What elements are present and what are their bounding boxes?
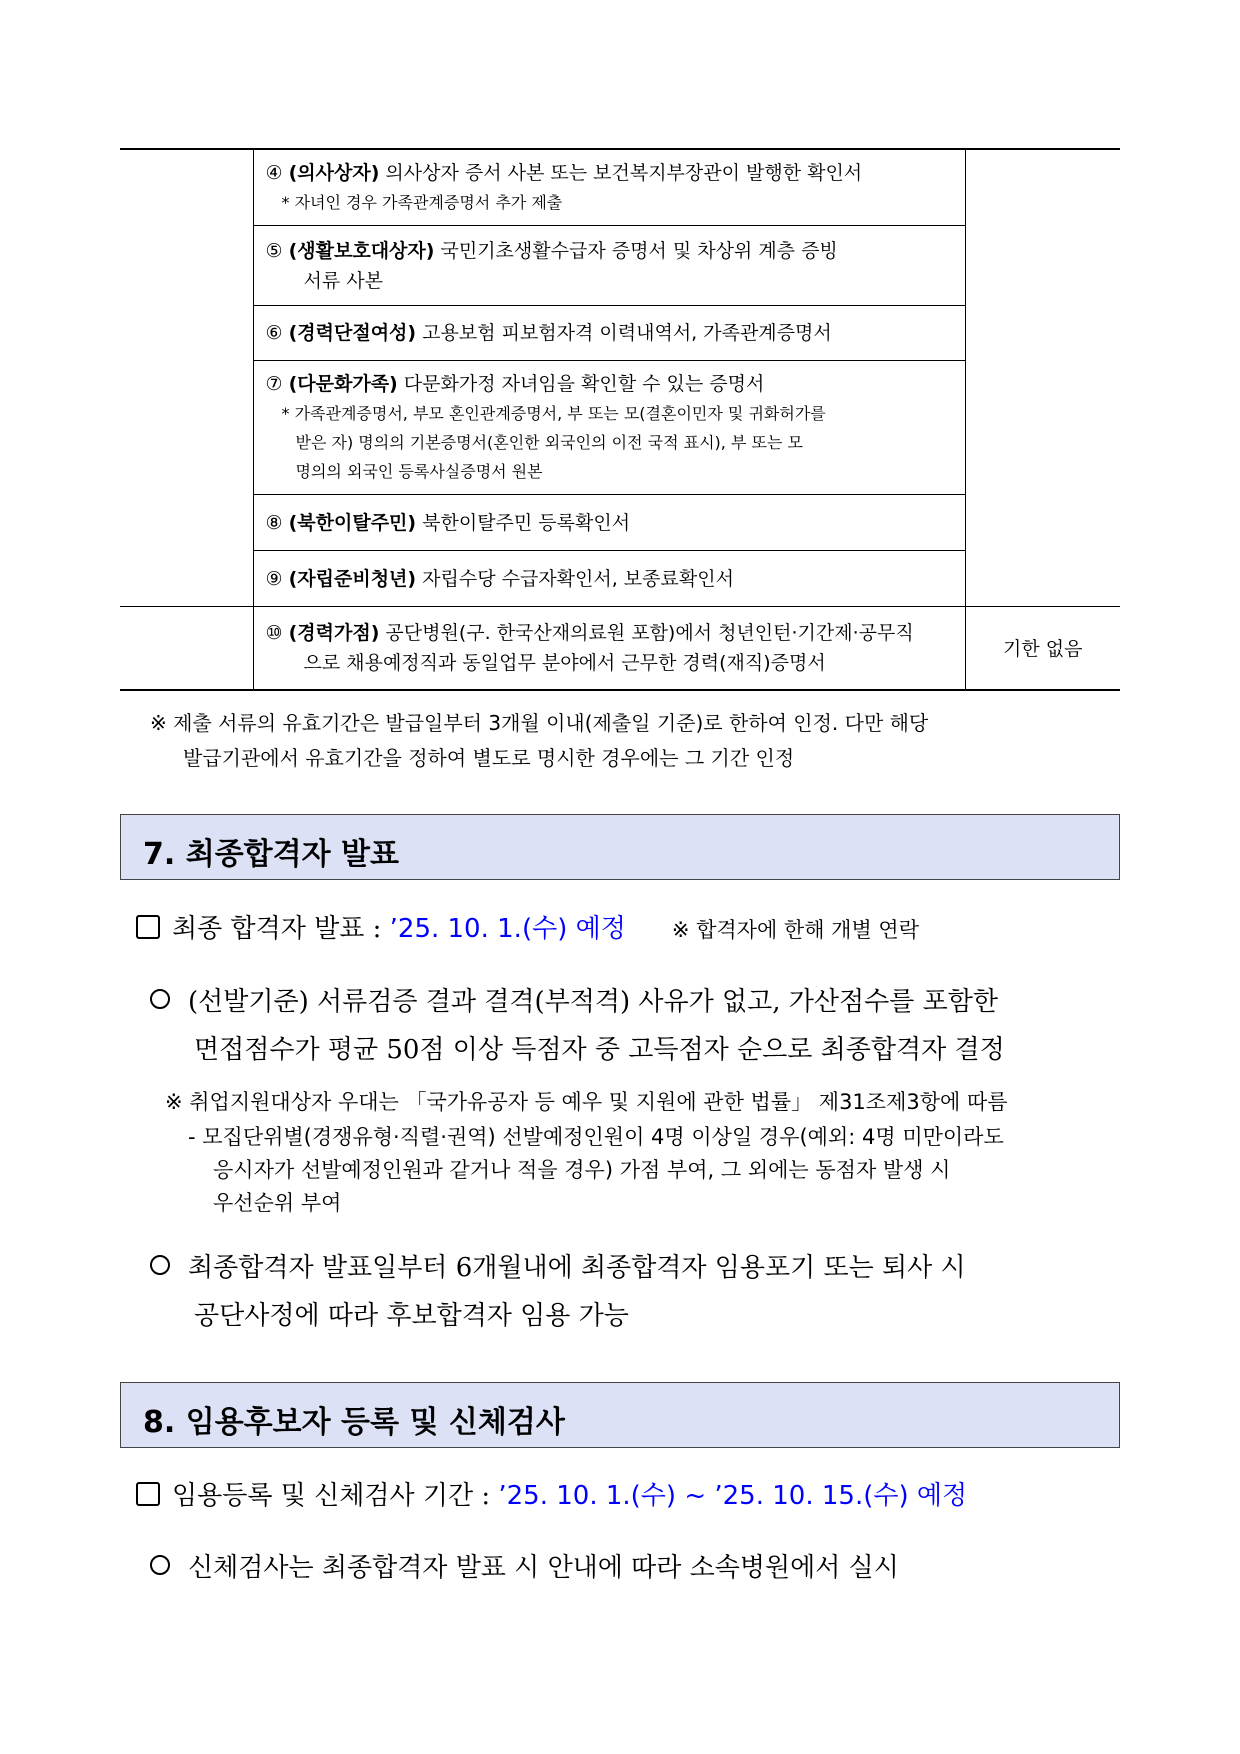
- square-bullet-icon: [136, 1482, 160, 1506]
- medical-exam: 신체검사는 최종합격자 발표 시 안내에 따라 소속병원에서 실시: [150, 1544, 1125, 1592]
- document-requirements-table: [120, 148, 1120, 691]
- preference-note: ※ 취업지원대상자 우대는 「국가유공자 등 예우 및 지원에 관한 법률」 제31조제3항에 따름: [165, 1090, 1008, 1114]
- category-cell: [120, 149, 253, 607]
- section-7-header: 7. 최종합격자 발표: [120, 814, 1120, 880]
- section-8-header: 8. 임용후보자 등록 및 신체검사: [120, 1382, 1120, 1448]
- deadline-cell: [965, 149, 1120, 607]
- table-row: ⑨ (자립준비청년) 자립수당 수급자확인서, 보종료확인서: [253, 551, 965, 607]
- table-row: ⑦ (다문화가족) 다문화가정 자녀임을 확인할 수 있는 증명서 * 가족관계증명서, 부모 혼인관계증명서, 부 또는 모(결혼이민자 및 귀화허가를 받은 자) 명의의 기본증명서(혼인한 외국인의 이전 국적 표시), 부 또는 모 명의의 외국인 등록사실증명서 원본: [253, 361, 965, 495]
- table-row: ⑧ (북한이탈주민) 북한이탈주민 등록확인서: [253, 495, 965, 551]
- circle-bullet-icon: [150, 1255, 170, 1275]
- table-row: ⑩ (경력가점) 공단병원(구. 한국산재의료원 포함)에서 청년인턴·기간제·공무직 으로 채용예정직과 동일업무 분야에서 근무한 경력(재직)증명서: [253, 607, 965, 690]
- category-cell: [120, 607, 253, 690]
- table-row: ④ (의사상자) 의사상자 증서 사본 또는 보건복지부장관이 발행한 확인서 * 자녀인 경우 가족관계증명서 추가 제출: [253, 149, 965, 226]
- preference-detail: - 모집단위별(경쟁유형·직렬·권역) 선발예정인원이 4명 이상일 경우(예외: 4명 미만이라도 응시자가 선발예정인원과 같거나 적을 경우) 가점 부여, 그 외에는 동점자 발생 시 우선순위 부여: [188, 1125, 1004, 1215]
- deadline-value: 기한 없음: [965, 607, 1120, 690]
- registration-period: 임용등록 및 신체검사 기간 : ’25. 10. 1.(수) ~ ’25. 10. 15.(수) 예정: [136, 1476, 967, 1516]
- validity-note: ※ 제출 서류의 유효기간은 발급일부터 3개월 이내(제출일 기준)로 한하여 인정. 다만 해당 발급기관에서 유효기간을 정하여 별도로 명시한 경우에는 그 기간 인정: [150, 711, 929, 770]
- table-row: ⑥ (경력단절여성) 고용보험 피보험자격 이력내역서, 가족관계증명서: [253, 306, 965, 361]
- backup-candidates: 최종합격자 발표일부터 6개월내에 최종합격자 임용포기 또는 퇴사 시 공단사정에 따라 후보합격자 임용 가능: [150, 1244, 1125, 1340]
- circle-bullet-icon: [150, 989, 170, 1009]
- announce-line: 최종 합격자 발표 : ’25. 10. 1.(수) 예정 ※ 합격자에 한해 개별 연락: [136, 909, 919, 950]
- square-bullet-icon: [136, 915, 160, 939]
- selection-criteria: (선발기준) 서류검증 결과 결격(부적격) 사유가 없고, 가산점수를 포함한 면접점수가 평균 50점 이상 득점자 중 고득점자 순으로 최종합격자 결정: [150, 978, 1125, 1074]
- table-row: ⑤ (생활보호대상자) 국민기초생활수급자 증명서 및 차상위 계층 증빙 서류 사본: [253, 226, 965, 306]
- circle-bullet-icon: [150, 1555, 170, 1575]
